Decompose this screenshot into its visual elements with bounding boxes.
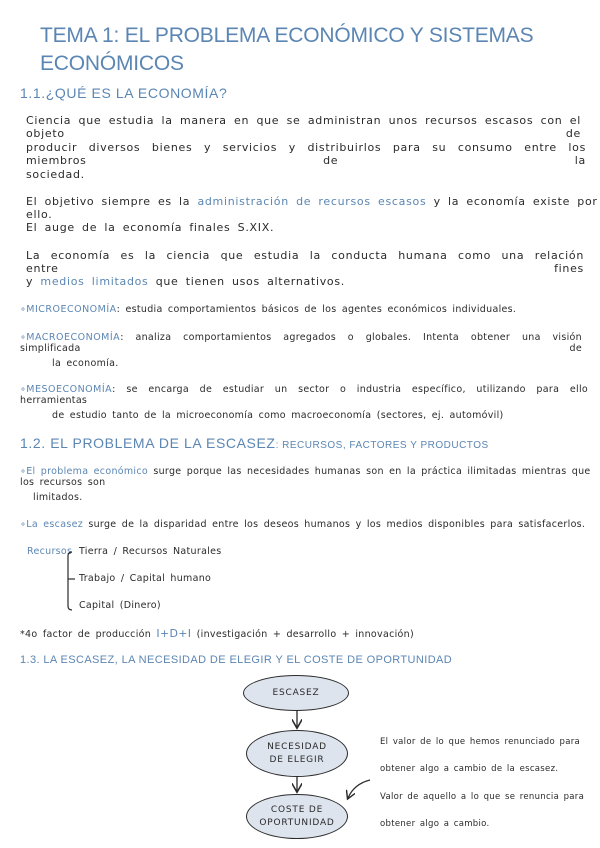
- macro-term: MACROECONOMÍA: [26, 332, 121, 343]
- ciencia-post: que tienen usos alternativos.: [155, 275, 345, 288]
- meso-text: : se encarga de estudiar un sector o industria específico, utilizando para ello herramientas: [20, 384, 588, 406]
- node-label: OPORTUNIDAD: [259, 817, 335, 828]
- auge-line: El auge de la economía finales S.XIX.: [26, 221, 275, 234]
- note-2-line-2: obtener algo a cambio.: [380, 819, 490, 829]
- macro-line-2: la economía.: [52, 358, 119, 369]
- recursos-label: Recursos: [27, 546, 73, 557]
- page-title: TEMA 1: EL PROBLEMA ECONÓMICO Y SISTEMAS ECONÓMICOS: [40, 24, 534, 75]
- ciencia-highlight: medios limitados: [40, 275, 149, 288]
- bullet-dot: ∘: [20, 304, 27, 315]
- problema-text: surge porque las necesidades humanas son en la práctica ilimitadas mientras que los recursos son: [20, 466, 591, 488]
- node-label: COSTE DE: [270, 804, 324, 815]
- note-1-line-1: El valor de lo que hemos renunciado para: [380, 737, 581, 747]
- bullet-dot: ∘: [20, 466, 27, 477]
- node-label: DE ELEGIR: [269, 754, 325, 765]
- recursos-item: Capital (Dinero): [79, 600, 161, 611]
- objective-pre: El objetivo siempre es la: [26, 195, 191, 208]
- flow-node-necesidad: [246, 730, 348, 777]
- bullet-dot: ∘: [20, 384, 27, 395]
- macro-text: : analiza comportamientos agregados o globales. Intenta obtener una visión simplificada de: [20, 332, 582, 354]
- definition-line-1: Ciencia que estudia la manera en que se administran unos recursos escasos con el objeto de: [26, 114, 581, 140]
- recursos-item: Tierra / Recursos Naturales: [79, 546, 222, 557]
- section-heading-1-3: 1.3. LA ESCASEZ, LA NECESIDAD DE ELEGIR Y EL COSTE DE OPORTUNIDAD: [20, 654, 453, 666]
- heading-1-2-main: 1.2. EL PROBLEMA DE LA ESCASEZ: [20, 435, 276, 451]
- recursos-item: Trabajo / Capital humano: [79, 573, 212, 584]
- factor-pre: *4o factor de producción: [20, 629, 152, 640]
- problema-highlight: El problema económico: [26, 466, 149, 477]
- bullet-dot: ∘: [20, 519, 27, 530]
- escasez-text: surge de la disparidad entre los deseos humanos y los medios disponibles para satisfacerlos.: [88, 519, 586, 530]
- ciencia-line-1: La economía es la ciencia que estudia la conducta humana como una relación entre fines: [26, 249, 584, 275]
- node-label: NECESIDAD: [267, 741, 327, 752]
- node-label: ESCASEZ: [272, 687, 320, 698]
- definition-line-2: producir diversos bienes y servicios y distribuirlos para su consumo entre los miembros de la: [26, 141, 586, 167]
- micro-text: : estudia comportamientos básicos de los agentes económicos individuales.: [116, 304, 517, 315]
- factor-post: (investigación + desarrollo + innovación): [196, 629, 414, 640]
- ciencia-pre: y: [26, 275, 34, 288]
- definition-line-3: sociedad.: [26, 168, 85, 181]
- heading-1-2-sub: : RECURSOS, FACTORES Y PRODUCTOS: [275, 440, 489, 451]
- meso-term: MESOECONOMÍA: [26, 384, 113, 395]
- note-1-line-2: obtener algo a cambio de la escasez.: [380, 764, 559, 774]
- note-2-line-1: Valor de aquello a lo que se renuncia para: [380, 792, 585, 802]
- meso-line-2: de estudio tanto de la microeconomía como macroeconomía (sectores, ej. automóvil): [52, 410, 504, 421]
- flow-node-coste: [246, 794, 348, 839]
- micro-term: MICROECONOMÍA: [26, 304, 117, 315]
- section-heading-1-1: 1.1.¿QUÉ ES LA ECONOMÍA?: [20, 85, 228, 101]
- factor-highlight: I+D+I: [156, 627, 192, 640]
- objective-post: y la economía existe por ello.: [26, 195, 598, 221]
- bullet-dot: ∘: [20, 332, 27, 343]
- escasez-highlight: La escasez: [26, 519, 84, 530]
- problema-line-2: limitados.: [33, 492, 83, 503]
- arrow-note-to-coste: [348, 780, 370, 798]
- flow-node-escasez: [243, 675, 349, 711]
- objective-highlight: administración de recursos escasos: [197, 195, 427, 208]
